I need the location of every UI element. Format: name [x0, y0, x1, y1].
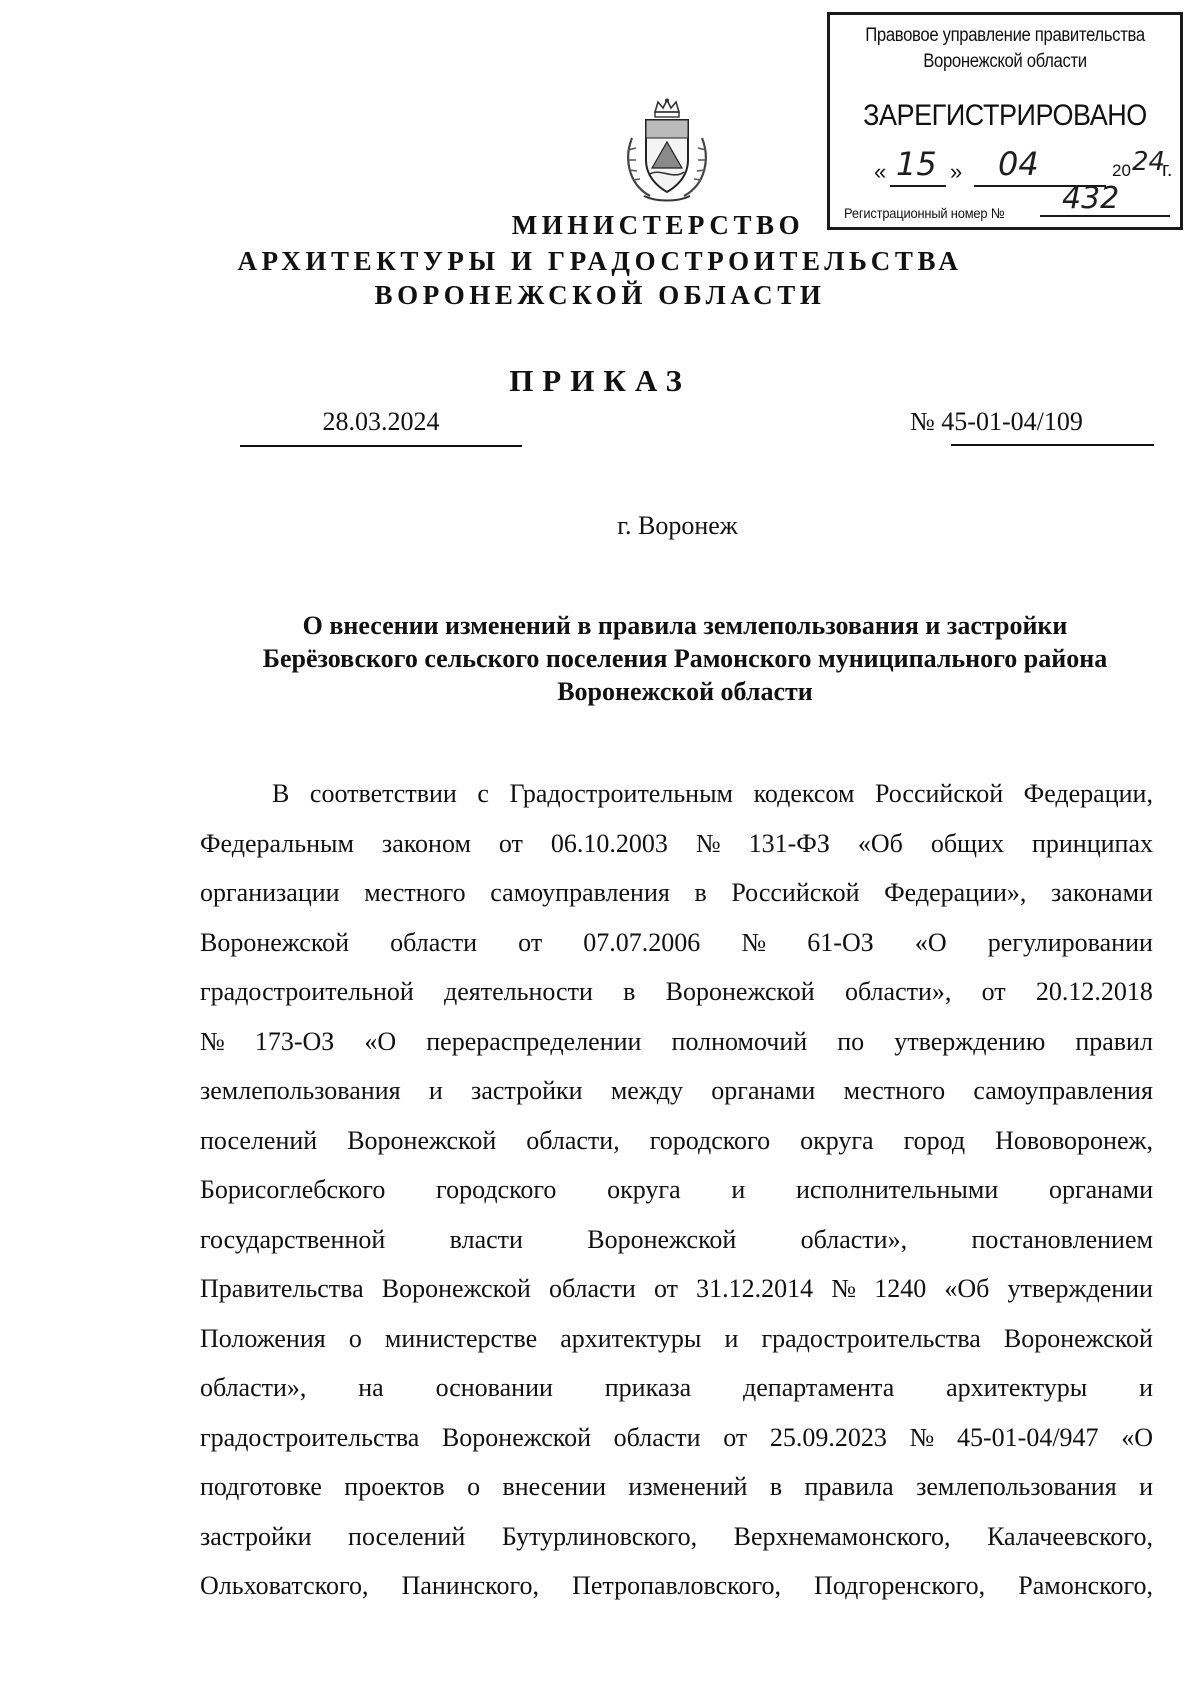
body-word: и — [1139, 1373, 1153, 1402]
stamp-year-unit: г. — [1162, 159, 1173, 181]
body-line — [200, 1264, 1153, 1314]
body-word: 1240 — [874, 1274, 927, 1303]
body-word: Правительства — [200, 1274, 364, 1303]
body-word: на — [358, 1373, 384, 1402]
document-number-underline — [951, 444, 1154, 446]
body-word: области, — [526, 1125, 620, 1155]
body-line — [200, 1066, 1153, 1116]
body-word: проектов — [344, 1472, 445, 1501]
body-word: округа — [607, 1175, 681, 1204]
document-title-line1: О внесении изменений в правила землепользования и застройки — [302, 611, 1068, 640]
body-word: № — [695, 828, 721, 858]
body-word: полномочий — [671, 1026, 808, 1056]
document-title-line3: Воронежской области — [557, 677, 813, 706]
body-word: изменений — [628, 1472, 748, 1501]
document-number: № 45-01-04/109 — [910, 407, 1083, 436]
body-word: правил — [1075, 1026, 1153, 1056]
body-word: от — [981, 977, 1006, 1006]
body-word: Градостроительным — [509, 779, 734, 808]
body-word: постановлением — [971, 1224, 1153, 1254]
body-word: № — [831, 1274, 857, 1303]
body-word: Воронежской — [441, 1422, 592, 1452]
body-word: Верхнемамонского, — [733, 1521, 951, 1551]
body-line — [200, 1363, 1153, 1413]
body-line — [200, 1314, 1153, 1364]
body-word: Воронежской — [1003, 1323, 1153, 1353]
body-word: «О — [914, 927, 947, 957]
body-word: о — [348, 1323, 362, 1353]
body-word: местного — [843, 1076, 946, 1105]
body-word: организации — [200, 878, 340, 907]
stamp-org-line1: Правовое управление правительства — [865, 25, 1145, 46]
registration-stamp — [827, 12, 1183, 230]
city: г. Воронеж — [617, 511, 738, 540]
body-line — [200, 1215, 1153, 1265]
body-word: «О — [364, 1026, 397, 1056]
body-word: министерстве — [384, 1323, 538, 1353]
body-word: Бутурлиновского, — [501, 1521, 698, 1551]
body-word: Воронежской — [665, 977, 815, 1006]
body-word: Воронежской — [381, 1274, 531, 1303]
body-word: городского — [436, 1175, 557, 1204]
body-word: архитектуры — [946, 1373, 1088, 1402]
body-word: кодексом — [753, 779, 855, 808]
body-word: Федерации, — [1023, 779, 1153, 808]
body-word: В — [272, 779, 290, 808]
body-word: «Об — [857, 828, 903, 858]
ministry-title-line2: АРХИТЕКТУРЫ И ГРАДОСТРОИТЕЛЬСТВА — [237, 246, 963, 276]
body-word: Воронежской — [347, 1125, 497, 1155]
body-word: Калачеевского, — [987, 1521, 1153, 1551]
body-word: городского — [649, 1125, 771, 1155]
body-word: Российской — [731, 878, 860, 907]
body-word: поселений — [348, 1521, 466, 1551]
body-line — [200, 918, 1153, 968]
body-word: № — [741, 927, 767, 957]
body-word: самоуправления — [973, 1076, 1153, 1105]
stamp-reg-number: 432 — [1062, 181, 1120, 216]
body-word: местного — [364, 878, 466, 907]
body-word: поселений — [200, 1125, 318, 1155]
body-word: от — [518, 927, 543, 957]
body-word: архитектуры — [560, 1323, 702, 1353]
body-word: Воронежской — [200, 927, 350, 957]
body-word: 31.12.2014 — [696, 1274, 814, 1303]
body-word: «О — [1121, 1422, 1153, 1452]
body-paragraph — [200, 769, 1153, 1611]
body-word: с — [477, 779, 489, 808]
stamp-quote-close: » — [950, 159, 963, 184]
stamp-quote-open: « — [874, 159, 887, 184]
body-word: застройки — [471, 1076, 583, 1105]
body-line — [200, 819, 1153, 869]
body-word: округа — [800, 1125, 874, 1155]
stamp-year-suffix: 24 — [1132, 147, 1166, 177]
body-word: в — [694, 878, 707, 907]
body-word: 45-01-04/947 — [957, 1422, 1099, 1452]
body-word: основании — [435, 1373, 553, 1402]
body-word: власти — [449, 1224, 523, 1254]
body-word: подготовке — [200, 1472, 322, 1501]
body-line — [200, 1462, 1153, 1512]
body-line — [200, 1413, 1153, 1463]
body-word: город — [903, 1125, 966, 1155]
body-word: и — [428, 1076, 443, 1105]
body-word: Нововоронеж, — [995, 1125, 1153, 1155]
body-word: утверждению — [894, 1026, 1046, 1056]
body-word: в — [623, 977, 636, 1006]
body-word: Федерации», — [884, 878, 1027, 907]
body-word: и — [731, 1175, 746, 1204]
body-word: 06.10.2003 — [550, 828, 668, 858]
stamp-day: 15 — [896, 145, 937, 183]
body-word: Воронежской — [587, 1224, 737, 1254]
body-word: самоуправления — [490, 878, 670, 907]
body-word: № — [909, 1422, 935, 1452]
body-word: 20.12.2018 — [1035, 977, 1153, 1006]
stamp-year-prefix: 20 — [1112, 161, 1131, 180]
body-line — [200, 1116, 1153, 1166]
body-word: государственной — [200, 1224, 386, 1254]
body-word: 25.09.2023 — [769, 1422, 887, 1452]
body-line — [200, 1512, 1153, 1562]
ministry-title-line3: ВОРОНЕЖСКОЙ ОБЛАСТИ — [374, 280, 826, 310]
body-word: и — [1139, 1472, 1153, 1501]
body-word: № — [200, 1026, 225, 1056]
document-type: ПРИКАЗ — [509, 363, 691, 398]
body-line — [200, 868, 1153, 918]
body-word: Федеральным — [200, 828, 354, 858]
body-word: застройки — [200, 1521, 312, 1551]
stamp-day-line — [890, 185, 946, 187]
body-word: и — [724, 1323, 739, 1353]
body-word: градостроительства — [761, 1323, 981, 1353]
body-word: законом — [381, 828, 471, 858]
body-word: законами — [1051, 878, 1153, 907]
body-word: 07.07.2006 — [583, 927, 701, 957]
body-word: 131-ФЗ — [748, 828, 830, 858]
body-word: области — [613, 1422, 701, 1452]
body-word: деятельности — [444, 977, 593, 1006]
body-word: внесении — [502, 1472, 606, 1501]
body-word: области», — [844, 977, 952, 1006]
coat-of-arms-emblem — [622, 98, 712, 206]
body-line: Ольховатского, Панинского, Петропавловского, Подгоренского, Рамонского, — [200, 1571, 1153, 1600]
body-word: области», — [800, 1224, 908, 1254]
body-line — [200, 1017, 1153, 1067]
stamp-month: 04 — [998, 145, 1039, 183]
body-line — [200, 1165, 1153, 1215]
body-word: в — [769, 1472, 783, 1501]
body-word: 173-ОЗ — [254, 1026, 335, 1056]
stamp-org-line2: Воронежской области — [923, 51, 1087, 72]
body-word: органами — [1048, 1175, 1153, 1204]
body-word: правила — [804, 1472, 894, 1501]
body-word: градостроительства — [200, 1422, 420, 1452]
document-title-line2: Берёзовского сельского поселения Рамонского муниципального района — [262, 644, 1108, 673]
stamp-reg-label: Регистрационный номер № — [844, 205, 1005, 221]
body-word: соответствии — [309, 779, 457, 808]
body-word: органами — [711, 1076, 816, 1105]
body-word: регулировании — [987, 927, 1153, 957]
body-word: области — [548, 1274, 636, 1303]
body-word: о — [467, 1472, 481, 1501]
body-word: Борисоглебского — [200, 1175, 386, 1204]
body-line — [200, 967, 1153, 1017]
body-word: от — [723, 1422, 748, 1452]
document-date: 28.03.2024 — [240, 407, 522, 447]
body-word: землепользования — [916, 1472, 1117, 1501]
body-word: градостроительной — [200, 977, 414, 1006]
body-line — [200, 769, 1153, 819]
body-word: землепользования — [200, 1076, 401, 1105]
body-word: Положения — [200, 1323, 326, 1353]
body-word: от — [653, 1274, 679, 1303]
stamp-date-row — [870, 145, 1173, 191]
body-word: исполнительными — [795, 1175, 999, 1204]
body-word: области», — [200, 1373, 307, 1402]
body-word: между — [610, 1076, 684, 1105]
body-word: от — [498, 828, 523, 858]
body-word: «Об — [944, 1274, 990, 1303]
body-word: департамента — [743, 1373, 895, 1402]
body-word: по — [837, 1026, 865, 1056]
stamp-status: ЗАРЕГИСТРИРОВАНО — [863, 99, 1147, 132]
body-word: перераспределении — [426, 1026, 642, 1056]
body-word: утверждении — [1007, 1274, 1153, 1303]
body-word: принципах — [1031, 828, 1153, 858]
body-word: приказа — [604, 1373, 692, 1402]
body-word: области — [390, 927, 478, 957]
body-word: Российской — [874, 779, 1004, 808]
body-word: общих — [930, 828, 1004, 858]
body-word: 61-ОЗ — [807, 927, 874, 957]
ministry-title-line1: МИНИСТЕРСТВО — [511, 210, 805, 240]
